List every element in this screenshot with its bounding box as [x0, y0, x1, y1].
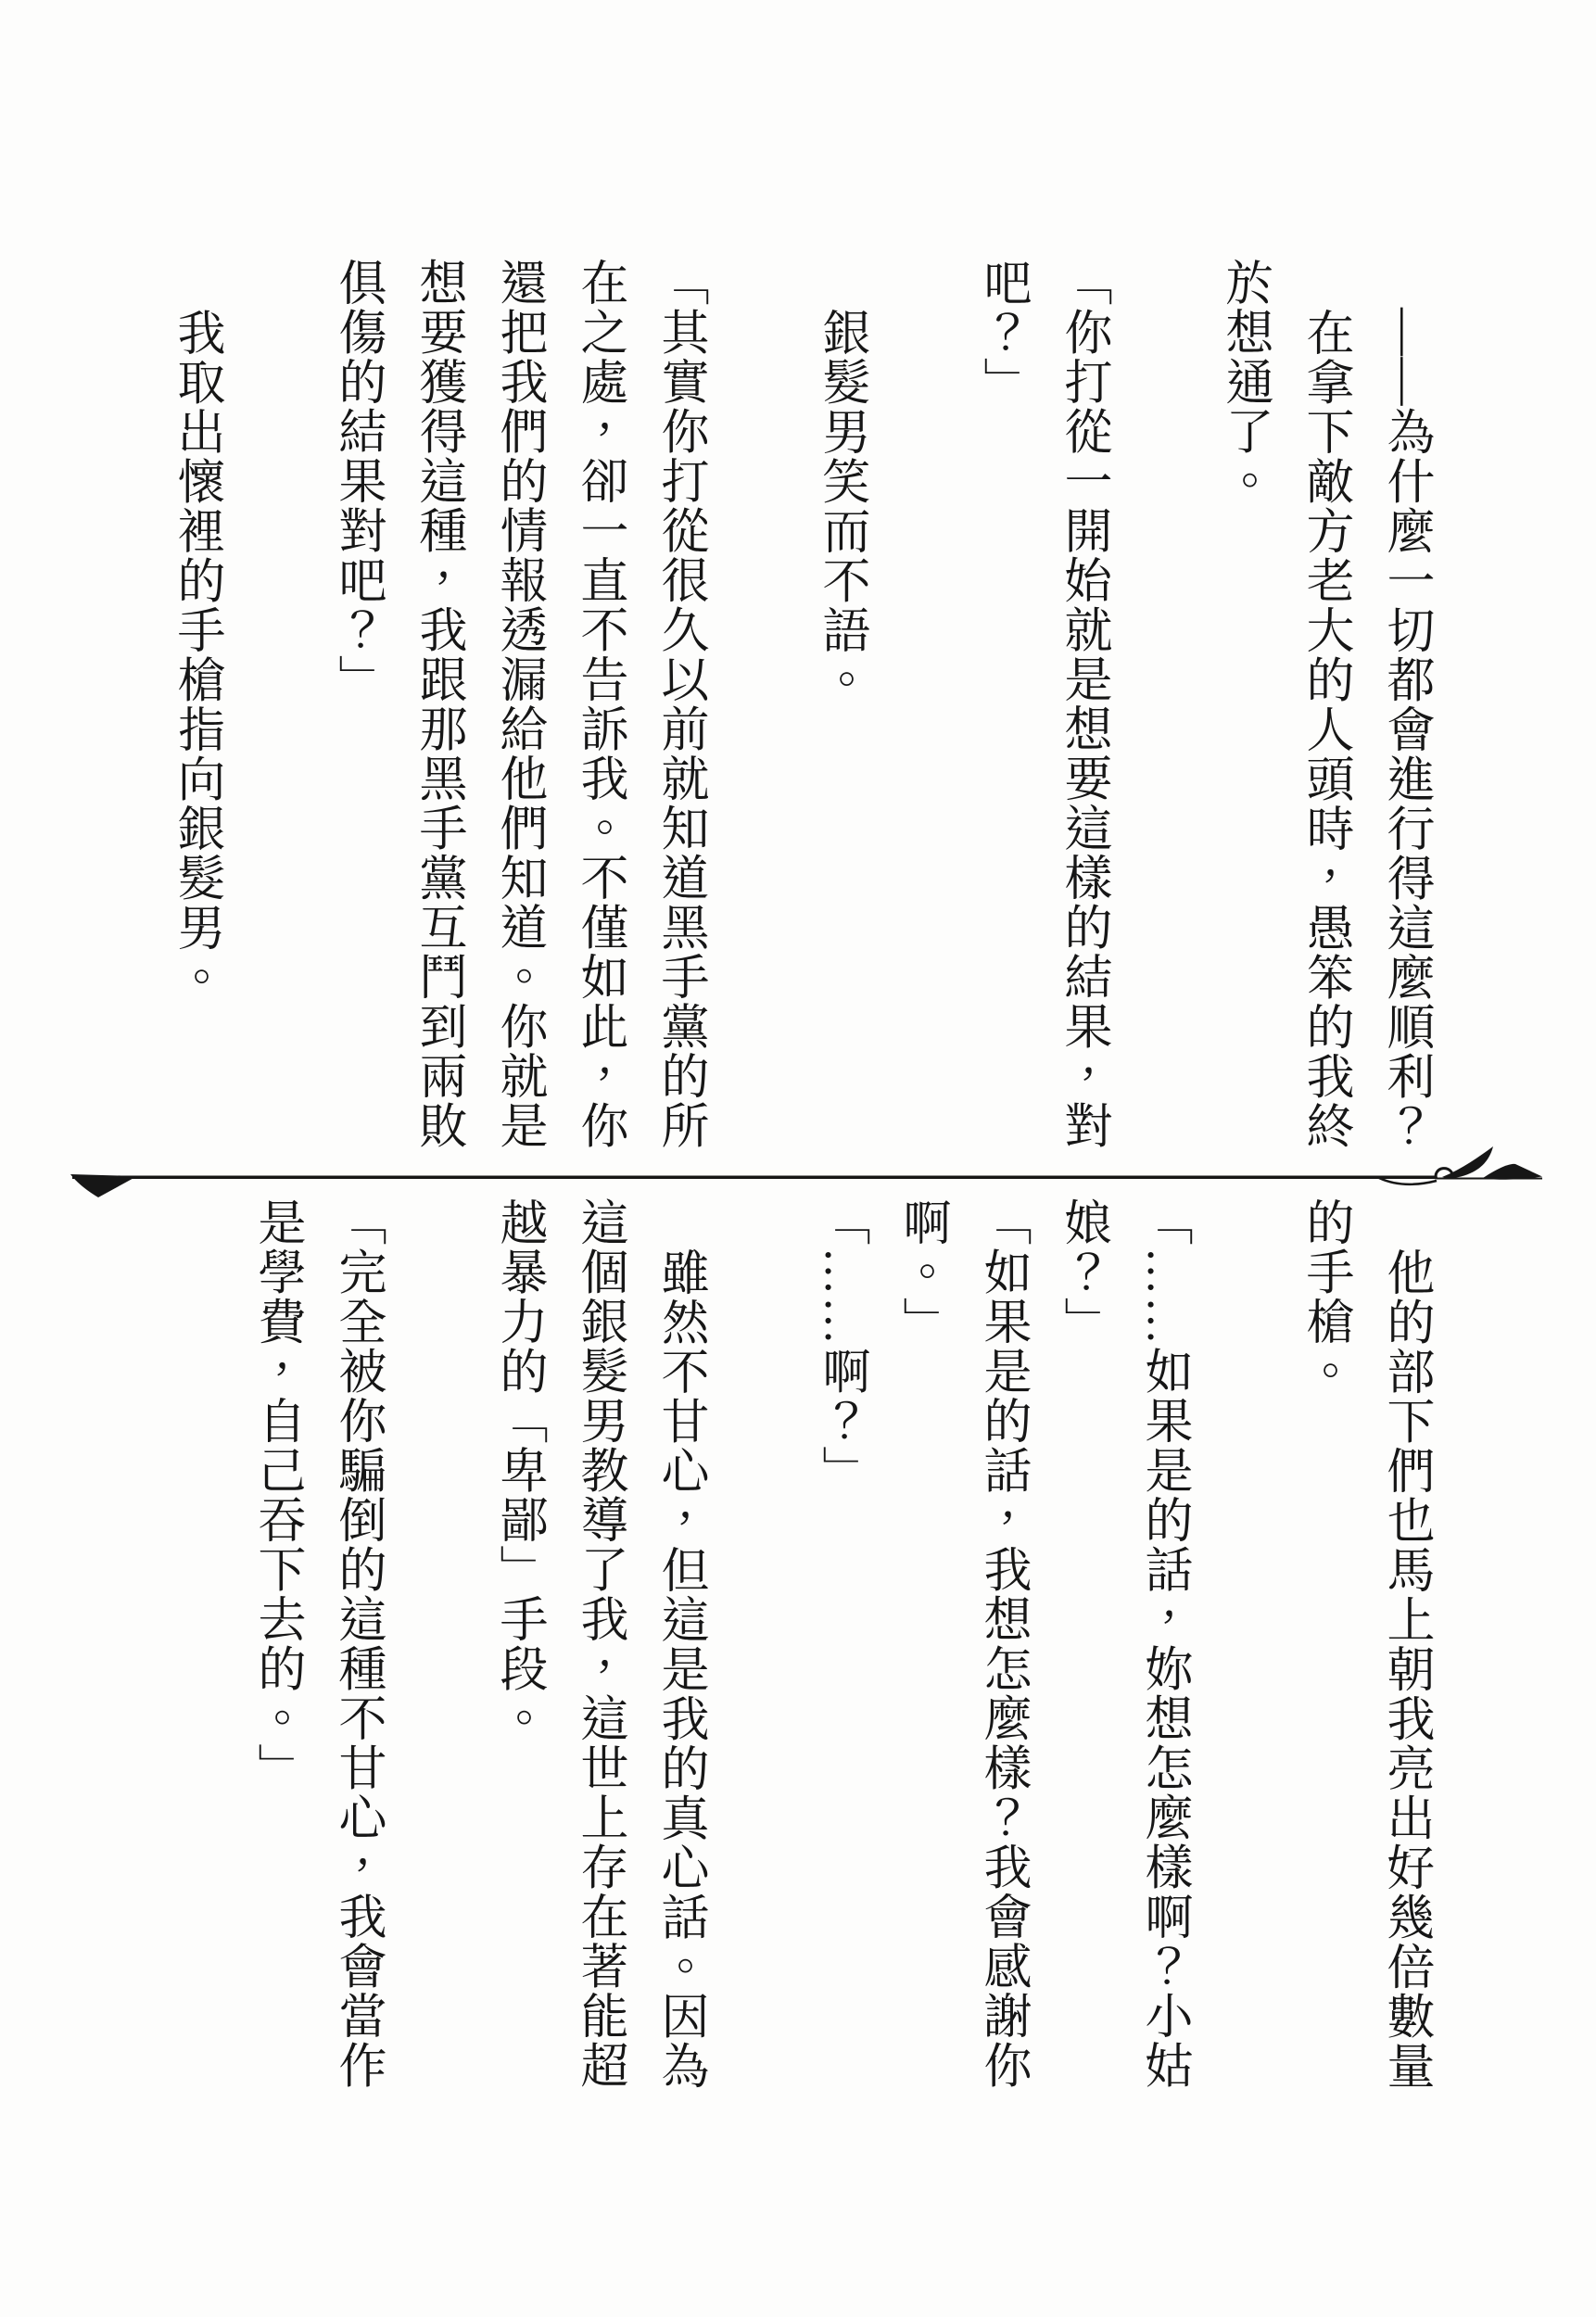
text-column: 是學費，自己吞下去的。」	[250, 1197, 303, 1792]
text-column: 「你打從一開始就是想要這樣的結果，對	[1057, 258, 1109, 1150]
text-column: 於想通了。	[1218, 258, 1271, 506]
blank-column	[398, 1197, 478, 2115]
top-text-block	[156, 258, 1446, 1151]
text-column: 「其實你打從很久以前就知道黑手黨的所	[653, 258, 706, 1150]
text-column: 「……如果是的話，妳想怎麼樣啊？小姑	[1137, 1197, 1190, 2090]
text-column: ——為什麼一切都會進行得這麼順利？	[1379, 308, 1432, 1151]
blank-column	[1123, 258, 1204, 1147]
text-column: 想要獲得這種，我跟那黑手黨互鬥到兩敗	[412, 258, 464, 1150]
text-column: 「如果是的話，我想怎麼樣？我會感謝你	[976, 1197, 1029, 2090]
text-column: 啊。」	[895, 1197, 948, 1347]
text-column: 雖然不甘心，但這是我的真心話。因為	[653, 1247, 706, 2091]
text-column: 在之處，卻一直不告訴我。不僅如此，你	[573, 258, 626, 1150]
text-column: 我取出懷裡的手槍指向銀髮男。	[170, 308, 222, 1002]
text-column: 吧？」	[976, 258, 1029, 407]
blank-column	[236, 258, 317, 1147]
bottom-text-block	[236, 1197, 1446, 2115]
text-column: 在拿下敵方老大的人頭時，愚笨的我終	[1298, 308, 1351, 1151]
text-column: 「……啊？」	[815, 1197, 868, 1495]
blank-column	[881, 258, 962, 1147]
text-column: 俱傷的結果對吧？」	[331, 258, 384, 704]
text-column: 他的部下們也馬上朝我亮出好幾倍數量	[1379, 1247, 1432, 2091]
divider-line	[72, 1176, 1437, 1180]
blank-column	[720, 258, 801, 1147]
text-column: 娘？」	[1057, 1197, 1109, 1347]
text-column: 越暴力的「卑鄙」手段。	[492, 1197, 545, 1743]
divider-left-wedge	[70, 1174, 137, 1197]
blank-column	[720, 1197, 801, 2115]
text-column: 銀髮男笑而不語。	[815, 308, 868, 704]
text-column: 「完全被你騙倒的這種不甘心，我會當作	[331, 1197, 384, 2090]
text-column: 還把我們的情報透漏給他們知道。你就是	[492, 258, 545, 1150]
blank-column	[1204, 1197, 1285, 2115]
text-column: 的手槍。	[1298, 1197, 1351, 1396]
text-column: 這個銀髮男教導了我，這世上存在著能超	[573, 1197, 626, 2090]
